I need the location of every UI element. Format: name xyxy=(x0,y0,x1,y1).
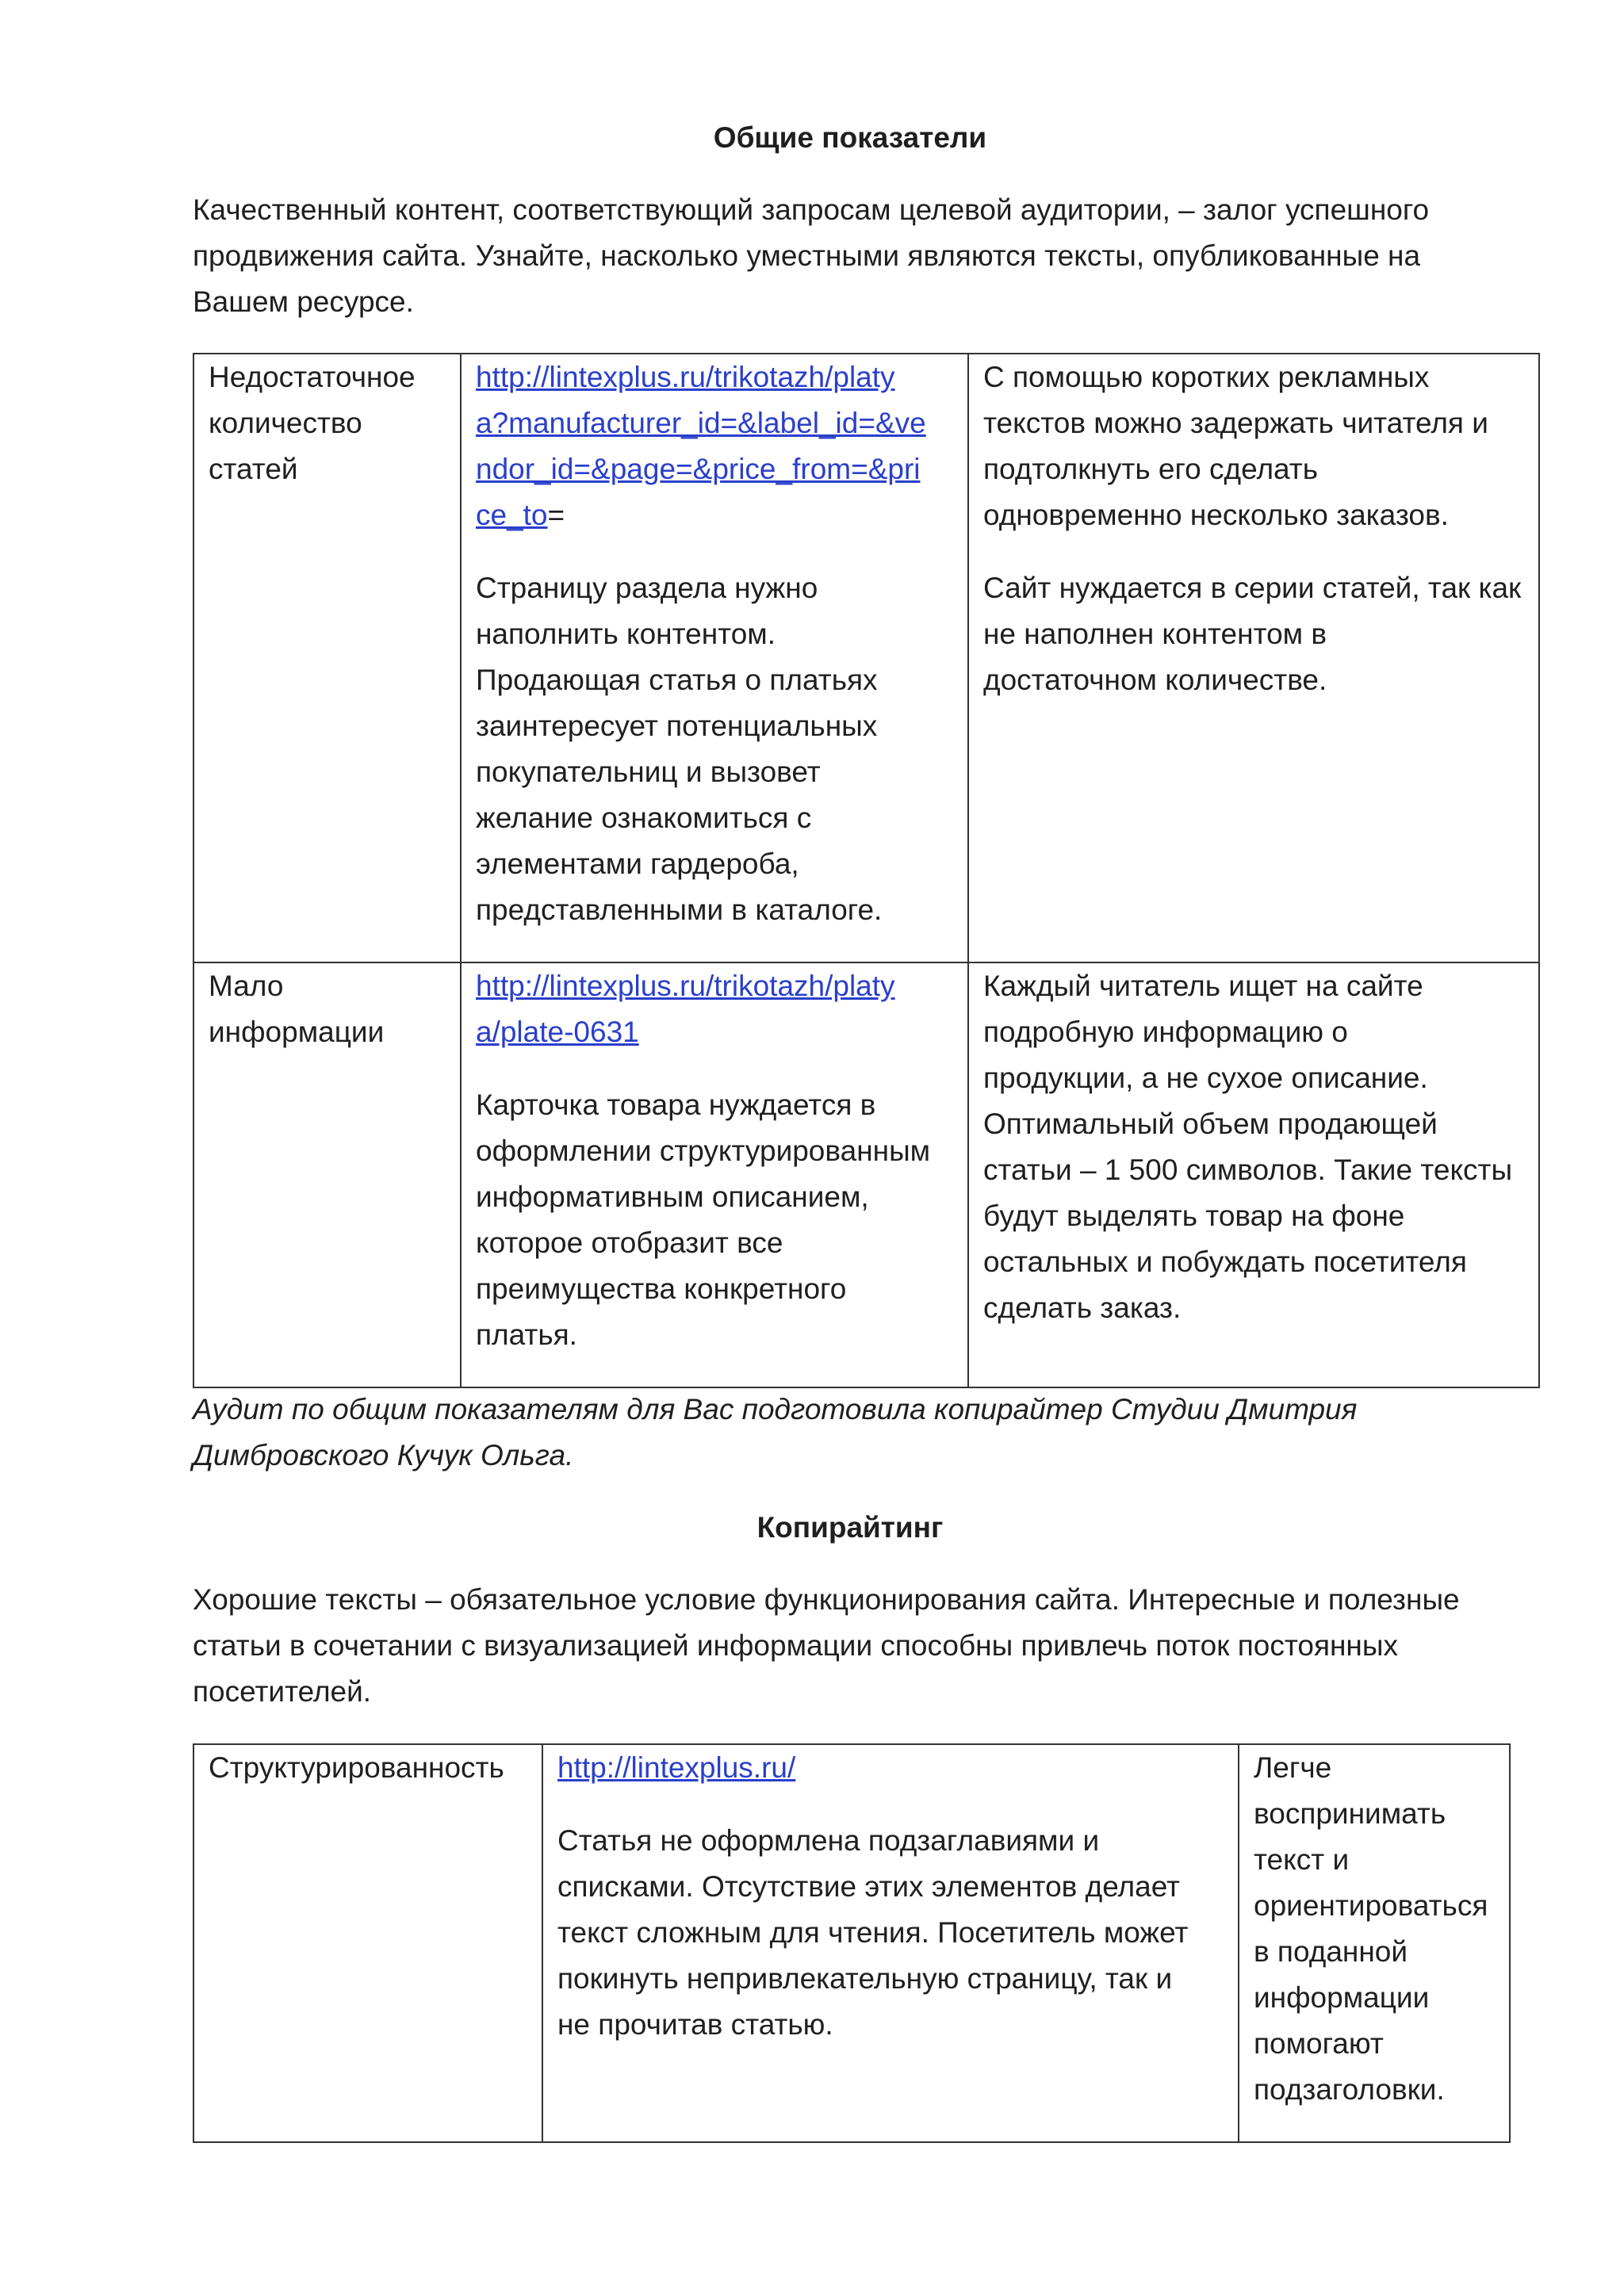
description-line: представленными в каталоге. xyxy=(476,894,883,926)
url-line[interactable]: http://lintexplus.ru/trikotazh/platy xyxy=(476,361,895,393)
intro-line: Хорошие тексты – обязательное условие функционирования сайта. Интересные и полезные xyxy=(193,1583,1460,1616)
recommendation-line: помогают xyxy=(1254,2027,1384,2060)
description-line: заинтересует потенциальных xyxy=(476,710,878,742)
note-line: Аудит по общим показателям для Вас подготовила копирайтер Студии Дмитрия xyxy=(193,1393,1358,1425)
intro-line: продвижения сайта. Узнайте, насколько уместными являются тексты, опубликованные на xyxy=(193,239,1421,272)
page-url[interactable] xyxy=(476,354,953,538)
recommendation-line: не наполнен контентом в xyxy=(983,618,1327,650)
page-url[interactable] xyxy=(557,1745,1224,1791)
criterion-label-line: Недостаточное xyxy=(209,361,416,393)
description-line: платья. xyxy=(476,1318,577,1351)
page-cell xyxy=(542,1744,1239,2142)
audit-table-general xyxy=(193,353,1540,1388)
description-line: которое отобразит все xyxy=(476,1226,783,1259)
recommendation-line: текст и xyxy=(1254,1843,1350,1876)
url-line[interactable]: ndor_id=&page=&price_from=&pri xyxy=(476,453,921,485)
section-title-copywriting: Копирайтинг xyxy=(756,1511,944,1544)
recommendation-line: продукции, а не сухое описание. xyxy=(983,1062,1428,1094)
criterion-label-line: информации xyxy=(209,1016,385,1048)
recommendation-paragraph xyxy=(983,565,1524,703)
audit-author-note xyxy=(193,1387,1541,1479)
recommendation-line: сделать заказ. xyxy=(983,1292,1182,1324)
page-description xyxy=(476,1082,953,1358)
description-line: элементами гардероба, xyxy=(476,848,799,880)
recommendation-line: текстов можно задержать читателя и xyxy=(983,407,1488,439)
recommendation-line: Легче xyxy=(1254,1751,1332,1784)
url-line[interactable]: http://lintexplus.ru/ xyxy=(557,1751,796,1784)
intro-line: Вашем ресурсе. xyxy=(193,285,414,318)
page-url[interactable] xyxy=(476,963,953,1055)
description-line: покинуть непривлекательную страницу, так и xyxy=(557,1962,1173,1995)
intro-paragraph-copywriting xyxy=(193,1577,1541,1715)
recommendation-line: в поданной xyxy=(1254,1935,1408,1968)
recommendation-line: Каждый читатель ищет на сайте xyxy=(983,970,1423,1002)
criterion-label-line: Мало xyxy=(209,970,284,1002)
description-line: Продающая статья о платьях xyxy=(476,664,878,696)
note-line: Димбровского Кучук Ольга. xyxy=(193,1439,574,1471)
description-line: желание ознакомиться с xyxy=(476,802,812,834)
recommendation-line: статьи – 1 500 символов. Такие тексты xyxy=(983,1154,1513,1186)
recommendation-paragraph xyxy=(983,354,1524,538)
description-line: текст сложным для чтения. Посетитель может xyxy=(557,1916,1189,1949)
recommendation-cell xyxy=(968,354,1539,962)
description-line: не прочитав статью. xyxy=(557,2008,833,2041)
criterion-label-line: статей xyxy=(209,453,298,485)
recommendation-line: достаточном количестве. xyxy=(983,664,1327,696)
description-line: Карточка товара нуждается в xyxy=(476,1089,876,1121)
description-line: информативным описанием, xyxy=(476,1181,869,1213)
recommendation-line: Сайт нуждается в серии статей, так как xyxy=(983,572,1522,604)
url-suffix: = xyxy=(547,499,565,531)
intro-line: Качественный контент, соответствующий запросам целевой аудитории, – залог успешного xyxy=(193,193,1430,226)
table-row xyxy=(193,1744,1510,2142)
recommendation-cell xyxy=(968,962,1539,1387)
page-description xyxy=(476,565,953,933)
recommendation-cell xyxy=(1239,1744,1510,2142)
recommendation-line: воспринимать xyxy=(1254,1797,1446,1830)
recommendation-line: остальных и побуждать посетителя xyxy=(983,1246,1467,1278)
description-line: Страницу раздела нужно xyxy=(476,572,818,604)
page-cell xyxy=(461,962,968,1387)
intro-paragraph-general xyxy=(193,187,1541,325)
url-line[interactable]: a?manufacturer_id=&label_id=&ve xyxy=(476,407,926,439)
section-title-general: Общие показатели xyxy=(713,121,987,154)
criterion-label-line: количество xyxy=(209,407,362,439)
audit-table-copywriting xyxy=(193,1743,1511,2143)
description-line: Статья не оформлена подзаглавиями и xyxy=(557,1824,1100,1857)
table-row xyxy=(193,354,1539,962)
description-line: наполнить контентом. xyxy=(476,618,776,650)
recommendation-line: С помощью коротких рекламных xyxy=(983,361,1430,393)
url-line[interactable]: ce_to xyxy=(476,499,548,531)
recommendation-line: подробную информацию о xyxy=(983,1016,1348,1048)
description-line: списками. Отсутствие этих элементов делает xyxy=(557,1870,1181,1903)
recommendation-line: будут выделять товар на фоне xyxy=(983,1200,1405,1232)
criterion-cell xyxy=(193,962,461,1387)
table-row xyxy=(193,962,1539,1387)
criterion-label-line: Структурированность xyxy=(209,1751,504,1784)
description-line: преимущества конкретного xyxy=(476,1272,847,1305)
recommendation-line: одновременно несколько заказов. xyxy=(983,499,1449,531)
recommendation-line: информации xyxy=(1254,1981,1430,2014)
recommendation-line: подзаголовки. xyxy=(1254,2073,1445,2106)
description-line: оформлении структурированным xyxy=(476,1135,931,1167)
intro-line: посетителей. xyxy=(193,1675,372,1708)
recommendation-line: ориентироваться xyxy=(1254,1889,1488,1922)
page-description xyxy=(557,1818,1224,2048)
criterion-cell xyxy=(193,354,461,962)
url-line[interactable]: http://lintexplus.ru/trikotazh/platy xyxy=(476,970,895,1002)
page-cell xyxy=(461,354,968,962)
url-line[interactable]: a/plate-0631 xyxy=(476,1016,639,1048)
recommendation-line: Оптимальный объем продающей xyxy=(983,1108,1438,1140)
intro-line: статьи в сочетании с визуализацией информации способны привлечь поток постоянных xyxy=(193,1629,1398,1662)
recommendation-paragraph xyxy=(983,963,1524,1331)
criterion-cell xyxy=(193,1744,542,2142)
recommendation-line: подтолкнуть его сделать xyxy=(983,453,1319,485)
description-line: покупательниц и вызовет xyxy=(476,756,821,788)
